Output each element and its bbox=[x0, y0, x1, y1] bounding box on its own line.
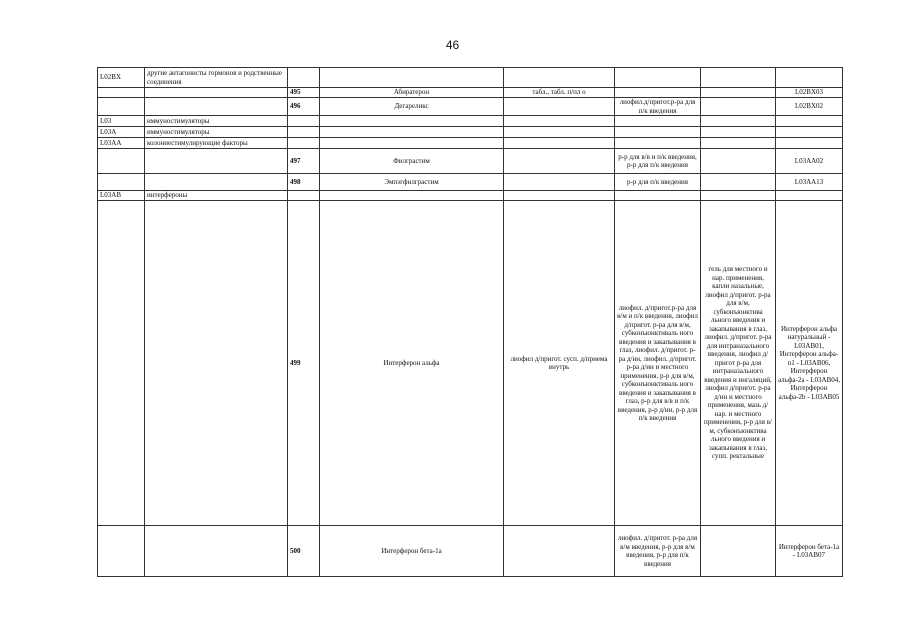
item-number-cell: 500 bbox=[288, 526, 320, 577]
item-number-cell bbox=[288, 138, 320, 149]
table-row bbox=[98, 98, 843, 116]
dosage-form-injection-cell bbox=[615, 191, 701, 201]
table-row bbox=[98, 174, 843, 191]
dosage-form-injection-cell: лиофил. д/пригот.р-ра для в/м и п/к введения, лиофил д/пригот. р-ра для в/м, субконъюнктиваль ного введения и закапывания в глаз, лиофил. д/пригот. р-ра д/ин, лиофил. д/пригот. р-ра д/ин и местного применения, р-р для в/м, субконъюнктиваль ного введения и закапывания в глаз, р-р для в/в и п/к введения, р-р д/ин, р-р для п/к введения bbox=[615, 201, 701, 526]
drug-name-cell bbox=[320, 68, 504, 88]
drug-name-cell: Интерферон альфа bbox=[320, 201, 504, 526]
ath-code-cell bbox=[98, 98, 145, 116]
dosage-form-other-cell bbox=[701, 98, 776, 116]
ath-code-cell bbox=[98, 88, 145, 98]
dosage-form-other-cell bbox=[701, 88, 776, 98]
table-row bbox=[98, 88, 843, 98]
drug-name-cell: Филграстим bbox=[320, 149, 504, 174]
group-description-cell bbox=[145, 526, 288, 577]
item-number-cell bbox=[288, 127, 320, 138]
atc-code-cell: Интерферон бета-1а - L03AB07 bbox=[776, 526, 843, 577]
drug-name-cell bbox=[320, 127, 504, 138]
atc-code-cell: Интерферон альфа натуральный - L03AB01, Интерферон альфа-n1 - L03AB06, Интерферон альфа-2a - L03AB04, Интерферон альфа-2b - L03AB05 bbox=[776, 201, 843, 526]
dosage-form-cell bbox=[504, 98, 615, 116]
ath-code-cell: L03A bbox=[98, 127, 145, 138]
drug-name-cell: Дегареликс bbox=[320, 98, 504, 116]
drug-table bbox=[97, 67, 843, 577]
dosage-form-other-cell bbox=[701, 174, 776, 191]
dosage-form-injection-cell bbox=[615, 138, 701, 149]
atc-code-cell bbox=[776, 68, 843, 88]
dosage-form-cell bbox=[504, 116, 615, 127]
table-row bbox=[98, 526, 843, 577]
item-number-cell: 497 bbox=[288, 149, 320, 174]
dosage-form-cell bbox=[504, 138, 615, 149]
ath-code-cell bbox=[98, 526, 145, 577]
drug-name-cell: Абиратерон bbox=[320, 88, 504, 98]
atc-code-cell bbox=[776, 138, 843, 149]
dosage-form-injection-cell: р-р для п/к введения bbox=[615, 174, 701, 191]
ath-code-cell bbox=[98, 149, 145, 174]
table-row bbox=[98, 149, 843, 174]
page-number: 46 bbox=[445, 38, 460, 52]
group-description-cell bbox=[145, 149, 288, 174]
dosage-form-injection-cell: р-р для в/в и п/к введения, р-р для п/к введения bbox=[615, 149, 701, 174]
item-number-cell bbox=[288, 68, 320, 88]
dosage-form-other-cell: гель для местного и нар. применения, капли назальные, лиофил д/пригот. р-ра для в/м, субконъюнктива льного введения и закапывания в глаз, лиофил. д/пригот. р-ра для интраназального введения, лиофил д/пригот р-ра для интраназального введения и ингаляций, лиофил д/пригот. р-ра д/ин и местного применения, мазь д/нар. и местного применения, р-р для в/м, субконъюнктива льного введения и закапывания в глаз, супп. ректальные bbox=[701, 201, 776, 526]
group-description-cell bbox=[145, 201, 288, 526]
dosage-form-injection-cell bbox=[615, 68, 701, 88]
item-number-cell: 496 bbox=[288, 98, 320, 116]
dosage-form-injection-cell: лиофил. д/пригот. р-ра для в/м введения, р-р для в/м введения, р-р для п/к введения bbox=[615, 526, 701, 577]
table-row bbox=[98, 191, 843, 201]
ath-code-cell bbox=[98, 201, 145, 526]
item-number-cell: 498 bbox=[288, 174, 320, 191]
drug-name-cell bbox=[320, 191, 504, 201]
table-row bbox=[98, 138, 843, 149]
ath-code-cell bbox=[98, 174, 145, 191]
group-description-cell bbox=[145, 174, 288, 191]
item-number-cell: 495 bbox=[288, 88, 320, 98]
dosage-form-cell bbox=[504, 127, 615, 138]
dosage-form-other-cell bbox=[701, 138, 776, 149]
group-description-cell: иммуностимуляторы bbox=[145, 127, 288, 138]
item-number-cell: 499 bbox=[288, 201, 320, 526]
dosage-form-injection-cell bbox=[615, 116, 701, 127]
item-number-cell bbox=[288, 116, 320, 127]
group-description-cell: интерфероны bbox=[145, 191, 288, 201]
dosage-form-cell bbox=[504, 526, 615, 577]
group-description-cell: иммуностимуляторы bbox=[145, 116, 288, 127]
atc-code-cell bbox=[776, 116, 843, 127]
table-row bbox=[98, 68, 843, 88]
drug-name-cell: Интерферон бета-1а bbox=[320, 526, 504, 577]
group-description-cell bbox=[145, 88, 288, 98]
dosage-form-other-cell bbox=[701, 526, 776, 577]
table-row bbox=[98, 201, 843, 526]
atc-code-cell: L03AA02 bbox=[776, 149, 843, 174]
dosage-form-cell: табл., табл. п/пл о bbox=[504, 88, 615, 98]
dosage-form-injection-cell: лиофил.д/пригот.р-ра для п/к введения bbox=[615, 98, 701, 116]
dosage-form-cell bbox=[504, 68, 615, 88]
dosage-form-injection-cell bbox=[615, 88, 701, 98]
dosage-form-other-cell bbox=[701, 191, 776, 201]
drug-name-cell bbox=[320, 116, 504, 127]
group-description-cell bbox=[145, 98, 288, 116]
drug-name-cell: Эмпэгфилграстим bbox=[320, 174, 504, 191]
ath-code-cell: L02BX bbox=[98, 68, 145, 88]
dosage-form-other-cell bbox=[701, 127, 776, 138]
ath-code-cell: L03AB bbox=[98, 191, 145, 201]
dosage-form-cell bbox=[504, 174, 615, 191]
group-description-cell: другие антагонисты гормонов и родственные соединения bbox=[145, 68, 288, 88]
atc-code-cell bbox=[776, 191, 843, 201]
dosage-form-injection-cell bbox=[615, 127, 701, 138]
dosage-form-other-cell bbox=[701, 68, 776, 88]
atc-code-cell bbox=[776, 127, 843, 138]
table-row bbox=[98, 127, 843, 138]
dosage-form-cell bbox=[504, 149, 615, 174]
table-row bbox=[98, 116, 843, 127]
group-description-cell: колониестимулирующие факторы bbox=[145, 138, 288, 149]
ath-code-cell: L03AA bbox=[98, 138, 145, 149]
dosage-form-other-cell bbox=[701, 149, 776, 174]
ath-code-cell: L03 bbox=[98, 116, 145, 127]
item-number-cell bbox=[288, 191, 320, 201]
dosage-form-cell: лиофил д/пригот. сусп. д/приема внутрь bbox=[504, 201, 615, 526]
dosage-form-other-cell bbox=[701, 116, 776, 127]
atc-code-cell: L02BX02 bbox=[776, 98, 843, 116]
atc-code-cell: L02BX03 bbox=[776, 88, 843, 98]
atc-code-cell: L03AA13 bbox=[776, 174, 843, 191]
dosage-form-cell bbox=[504, 191, 615, 201]
drug-name-cell bbox=[320, 138, 504, 149]
